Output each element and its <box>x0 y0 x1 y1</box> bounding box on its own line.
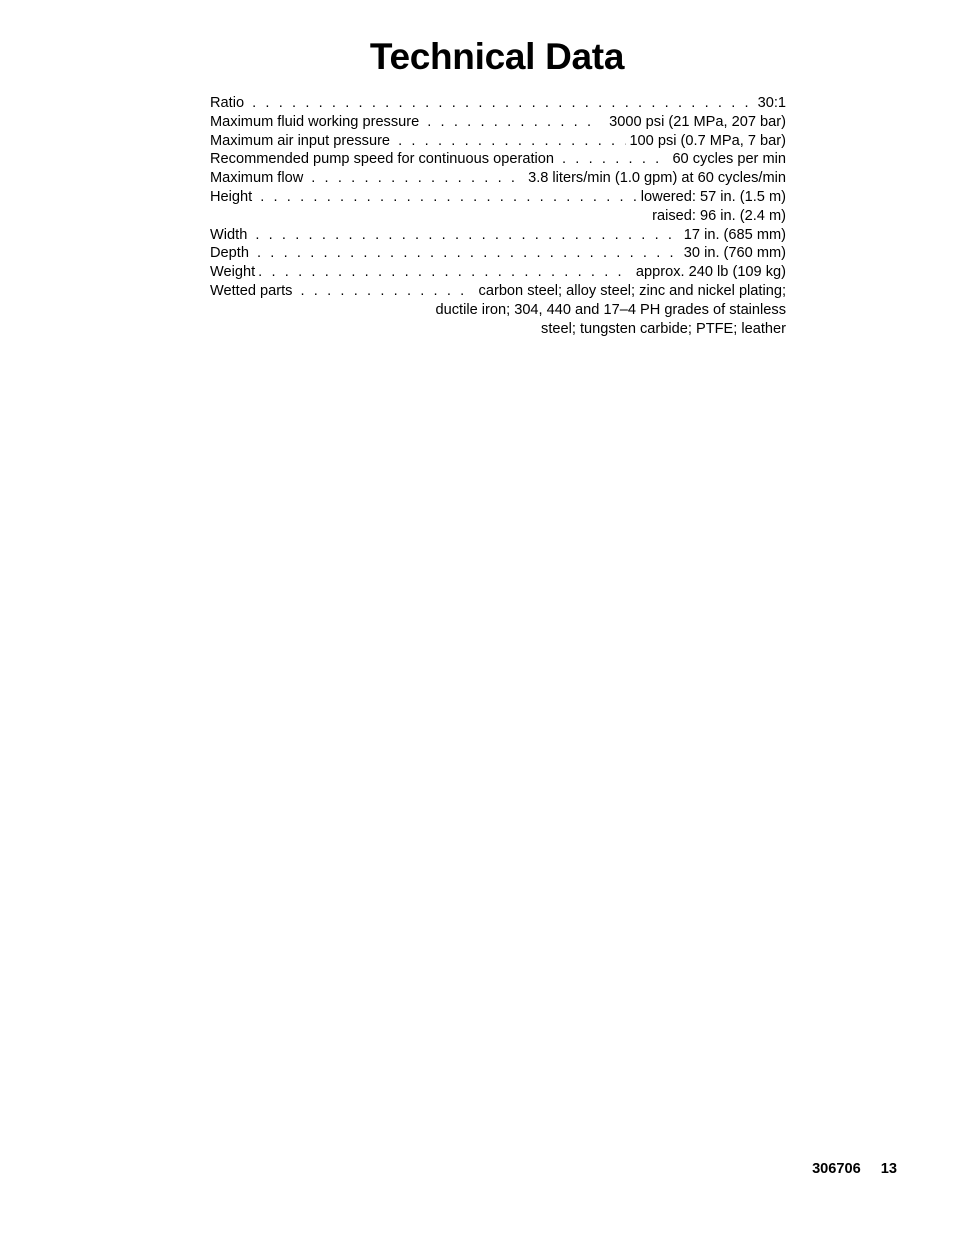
spec-row-max-air-pressure <box>210 132 786 151</box>
dot-leader <box>300 282 470 301</box>
spec-label: Recommended pump speed for continuous operation <box>210 151 554 168</box>
spec-value: 100 psi (0.7 MPa, 7 bar) <box>629 132 786 149</box>
dot-leader <box>427 113 601 132</box>
spec-value: lowered: 57 in. (1.5 m) <box>640 188 786 205</box>
spec-row-depth <box>210 244 786 263</box>
dot-leader <box>252 94 750 113</box>
page-number: 13 <box>880 1161 897 1177</box>
spec-label: Ratio <box>210 95 245 111</box>
spec-continuation: steel; tungsten carbide; PTFE; leather <box>541 320 786 337</box>
spec-value: 3000 psi (21 MPa, 207 bar) <box>609 113 786 130</box>
spec-value: 60 cycles per min <box>672 151 786 168</box>
page-title: Technical Data <box>369 36 625 77</box>
spec-row-pump-speed <box>210 150 786 169</box>
spec-value: 3.8 liters/min (1.0 gpm) at 60 cycles/min <box>528 170 786 187</box>
page-footer <box>812 1161 897 1177</box>
dot-leader <box>260 188 638 207</box>
spec-value: approx. 240 lb (109 kg) <box>635 264 786 281</box>
spec-label: Maximum air input pressure <box>210 132 391 149</box>
spec-row-wetted-parts <box>210 282 786 301</box>
spec-label: Maximum flow <box>210 170 304 187</box>
spec-label: Depth <box>210 245 249 262</box>
spec-row-ratio <box>210 94 786 113</box>
spec-value: 30:1 <box>757 95 786 111</box>
spec-label: Width <box>210 226 248 243</box>
dot-leader <box>398 132 626 151</box>
technical-data-list <box>210 94 786 338</box>
spec-row-weight <box>210 263 786 282</box>
spec-row-width <box>210 226 786 245</box>
dot-leader <box>562 150 664 169</box>
spec-continuation: ductile iron; 304, 440 and 17–4 PH grades of stainless <box>435 301 786 318</box>
dot-leader <box>257 244 676 263</box>
spec-label: Weight <box>210 264 256 281</box>
spec-continuation: raised: 96 in. (2.4 m) <box>652 207 786 224</box>
spec-row-max-flow <box>210 169 786 188</box>
spec-row-max-fluid-pressure <box>210 113 786 132</box>
spec-row-height <box>210 188 786 207</box>
document-number: 306706 <box>812 1161 861 1177</box>
spec-label: Maximum fluid working pressure <box>210 113 420 130</box>
spec-value: 30 in. (760 mm) <box>683 245 786 262</box>
spec-label: Wetted parts <box>210 282 293 299</box>
spec-value: 17 in. (685 mm) <box>683 226 786 243</box>
dot-leader <box>311 169 525 188</box>
dot-leader <box>255 226 675 245</box>
spec-label: Height <box>210 188 253 205</box>
dot-leader <box>258 263 628 282</box>
spec-value: carbon steel; alloy steel; zinc and nickel plating; <box>478 282 786 299</box>
